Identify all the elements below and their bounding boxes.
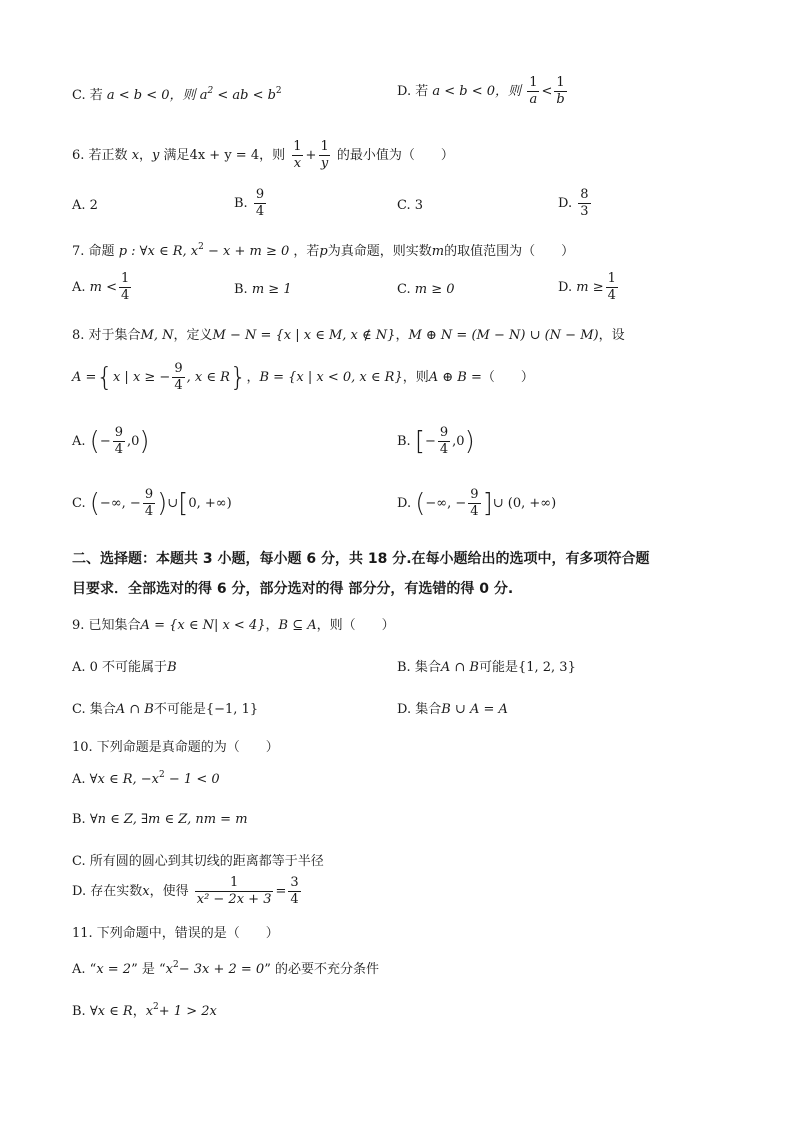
q10-option-d[interactable]: D. 存在实数x，使得 $\frac{1}{\text{x² − 2x + 3}}$ = $\frac{3}{4}$ [72, 875, 299, 907]
q10-option-a[interactable]: A. ∀x ∈ R, $-x^2 - 1 < 0$ [72, 770, 220, 787]
q10-option-c[interactable]: C. 所有圆的圆心到其切线的距离都等于半径 [72, 854, 324, 869]
q7-option-a[interactable]: A. m < $\frac{1}{4}$ [72, 271, 130, 303]
q5-option-c[interactable]: C. 若 a < b < 0，则 $a^2$ < ab < $b^2$ [72, 86, 282, 103]
q9-stem: 9. 已知集合A = {x ∈ N| x < 4}，B ⊆ A，则（ ） [72, 618, 395, 633]
q6-option-b[interactable]: B. $\frac{9}{4}$ [234, 187, 265, 219]
q8-option-b[interactable]: B. [− $\frac{9}{4}$ ,0) [397, 425, 475, 457]
q9-option-d[interactable]: D. 集合B ∪ A = A [397, 702, 508, 717]
q7-option-c[interactable]: C. m ≥ 0 [397, 282, 455, 297]
q8-option-a[interactable]: A. (− $\frac{9}{4}$ ,0) [72, 425, 150, 457]
q7-stem: 7. 命题 p : ∀x ∈ R, $x^2 - x + m \ge 0$ ，若p为真命题，则实数m的取值范围为（ ） [72, 242, 575, 259]
q6-option-a[interactable]: A. 2 [72, 198, 98, 213]
q7-option-b[interactable]: B. m ≥ 1 [234, 282, 292, 297]
section2-heading-line2: 目要求．全部选对的得 6 分，部分选对的得 部分分，有选错的得 0 分. [72, 581, 514, 597]
q11-stem: 11. 下列命题中，错误的是（ ） [72, 926, 279, 941]
q6-stem: 6. 若正数 x，y 满足4x + y = 4，则 $\frac{1}{x}$ + $\frac{1}{y}$ 的最小值为（ ） [72, 139, 454, 171]
q7-option-d[interactable]: D. m ≥ $\frac{1}{4}$ [558, 271, 616, 303]
q9-option-c[interactable]: C. 集合A ∩ B不可能是{−1, 1} [72, 702, 259, 717]
q10-option-b[interactable]: B. ∀n ∈ Z, ∃m ∈ Z, nm = m [72, 812, 248, 827]
q6-option-c[interactable]: C. 3 [397, 198, 424, 213]
q6-option-d[interactable]: D. $\frac{8}{3}$ [558, 187, 589, 219]
q8-option-c[interactable]: C. (−∞, − $\frac{9}{4}$ )∪[0, +∞) [72, 487, 232, 519]
q11-option-b[interactable]: B. ∀x ∈ R，$x^2+ 1 > 2x$ [72, 1002, 217, 1019]
section2-heading-line1: 二、选择题：本题共 3 小题，每小题 6 分，共 18 分.在每小题给出的选项中，有多项符合题 [72, 551, 650, 567]
q9-option-a[interactable]: A. 0 不可能属于B [72, 660, 177, 675]
q10-stem: 10. 下列命题是真命题的为（ ） [72, 740, 279, 755]
q11-option-a[interactable]: A. “x = 2” 是 “$x^2- 3x + 2 = 0$” 的必要不充分条件 [72, 960, 379, 977]
q5-option-d[interactable]: D. 若 a < b < 0，则 $\frac{1}{a}$ < $\frac{1}{b}$ [397, 75, 565, 107]
q8-option-d[interactable]: D. (−∞, − $\frac{9}{4}$ ]∪ (0, +∞) [397, 487, 557, 519]
q9-option-b[interactable]: B. 集合A ∩ B可能是{1, 2, 3} [397, 660, 576, 675]
q8-stem: 8. 对于集合M, N，定义M − N = {x | x ∈ M, x ∉ N}，M ⊕ N = (M − N) ∪ (N − M)，设 [72, 328, 625, 343]
q8-sets: A ={x | x ≥ − $\frac{9}{4}$ , x ∈ R}，B = {x | x < 0, x ∈ R}，则A ⊕ B =（ ） [72, 361, 534, 393]
